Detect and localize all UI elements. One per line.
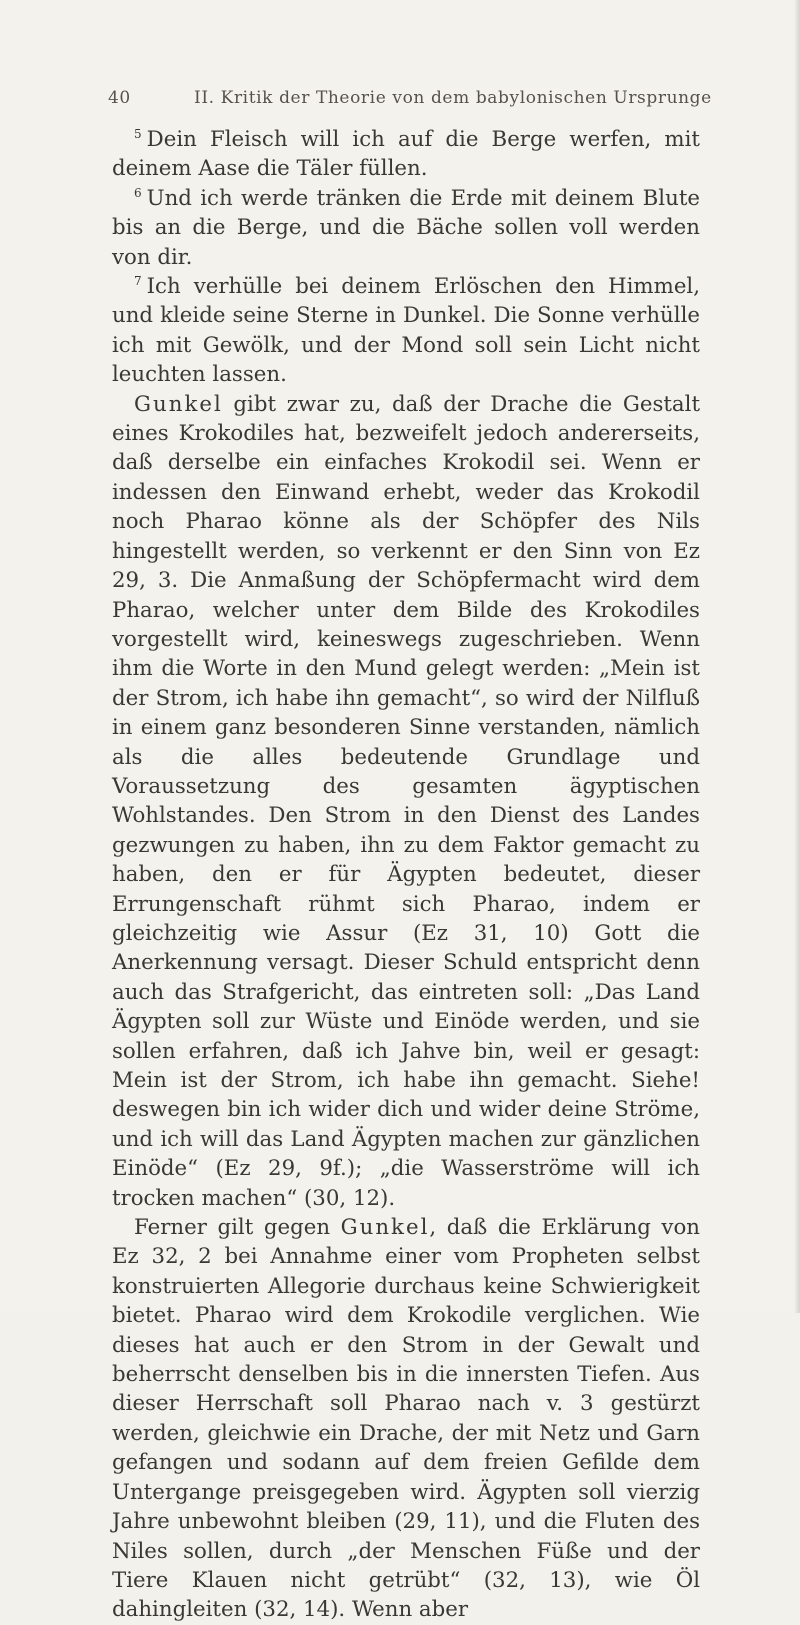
paragraph bbox=[112, 390, 700, 1213]
verse-text: Ich verhülle bei deinem Erlöschen den Himmel, und kleide seine Sterne in Dunkel. Die Sonne verhülle ich mit Gewölk, und der Mond soll sein Licht nicht leuchten lassen. bbox=[112, 274, 700, 388]
paragraph bbox=[112, 1213, 700, 1625]
running-title: II. Kritik der Theorie von dem babylonischen Ursprunge bbox=[194, 88, 712, 108]
paragraph-text: Ferner gilt gegen bbox=[134, 1215, 341, 1241]
verse-number: 7 bbox=[134, 273, 142, 288]
body-text bbox=[112, 125, 700, 1625]
page-number: 40 bbox=[108, 88, 131, 108]
verse-5 bbox=[112, 125, 700, 184]
verse-6 bbox=[112, 184, 700, 272]
page-edge-shadow bbox=[794, 0, 800, 1313]
author-name: Gunkel bbox=[340, 1215, 430, 1241]
verse-7 bbox=[112, 272, 700, 390]
verse-text: Und ich werde tränken die Erde mit deinem Blute bis an die Berge, und die Bäche sollen voll werden von dir. bbox=[112, 185, 700, 270]
verse-number: 5 bbox=[134, 126, 142, 141]
running-header bbox=[108, 88, 712, 114]
author-name: Gunkel bbox=[134, 391, 223, 417]
paragraph-text: , daß die Erklärung von Ez 32, 2 bei Annahme einer vom Propheten selbst konstruierten Allegorie durchaus keine Schwierigkeit bietet. Pharao wird dem Krokodile verglichen. Wie dieses hat auch er den Strom in der Gewalt und beherrscht denselben bis in die innersten Tiefen. Aus dieser Herrschaft soll Pharao nach v. 3 gestürzt werden, gleichwie ein Drache, der mit Netz und Garn gefangen und sodann auf dem freien Gefilde dem Untergange preisgegeben wird. Ägypten soll vierzig Jahre unbewohnt bleiben (29, 11), und die Fluten des Niles sollen, durch „der Menschen Füße und der Tiere Klauen nicht getrübt“ (32, 13), wie Öl dahingleiten (32, 14). Wenn aber bbox=[112, 1215, 700, 1623]
verse-text: Dein Fleisch will ich auf die Berge werfen, mit deinem Aase die Täler füllen. bbox=[112, 127, 700, 182]
verse-number: 6 bbox=[134, 185, 142, 200]
paragraph-text: gibt zwar zu, daß der Drache die Gestalt eines Krokodiles hat, bezweifelt jedoch andererseits, daß derselbe ein einfaches Krokodil sei. Wenn er indessen den Einwand erhebt, weder das Krokodil noch Pharao könne als der Schöpfer des Nils hingestellt werden, so verkennt er den Sinn von Ez 29, 3. Die Anmaßung der Schöpfermacht wird dem Pharao, welcher unter dem Bilde des Krokodiles vorgestellt wird, keineswegs zugeschrieben. Wenn ihm die Worte in den Mund gelegt werden: „Mein ist der Strom, ich habe ihn gemacht“, so wird der Nilfluß in einem ganz besonderen Sinne verstanden, nämlich als die alles bedeutende Grundlage und Voraussetzung des gesamten ägyptischen Wohlstandes. Den Strom in den Dienst des Landes gezwungen zu haben, ihn zu dem Faktor gemacht zu haben, den er für Ägypten bedeutet, dieser Errungenschaft rühmt sich Pharao, indem er gleichzeitig wie Assur (Ez 31, 10) Gott die Anerkennung versagt. Dieser Schuld entspricht denn auch das Strafgericht, das eintreten soll: „Das Land Ägypten soll zur Wüste und Einöde werden, und sie sollen erfahren, daß ich Jahve bin, weil er gesagt: Mein ist der Strom, ich habe ihn gemacht. Siehe! deswegen bin ich wider dich und wider deine Ströme, und ich will das Land Ägypten machen zur gänzlichen Einöde“ (Ez 29, 9f.); „die Wasserströme will ich trocken machen“ (30, 12). bbox=[112, 391, 700, 1211]
